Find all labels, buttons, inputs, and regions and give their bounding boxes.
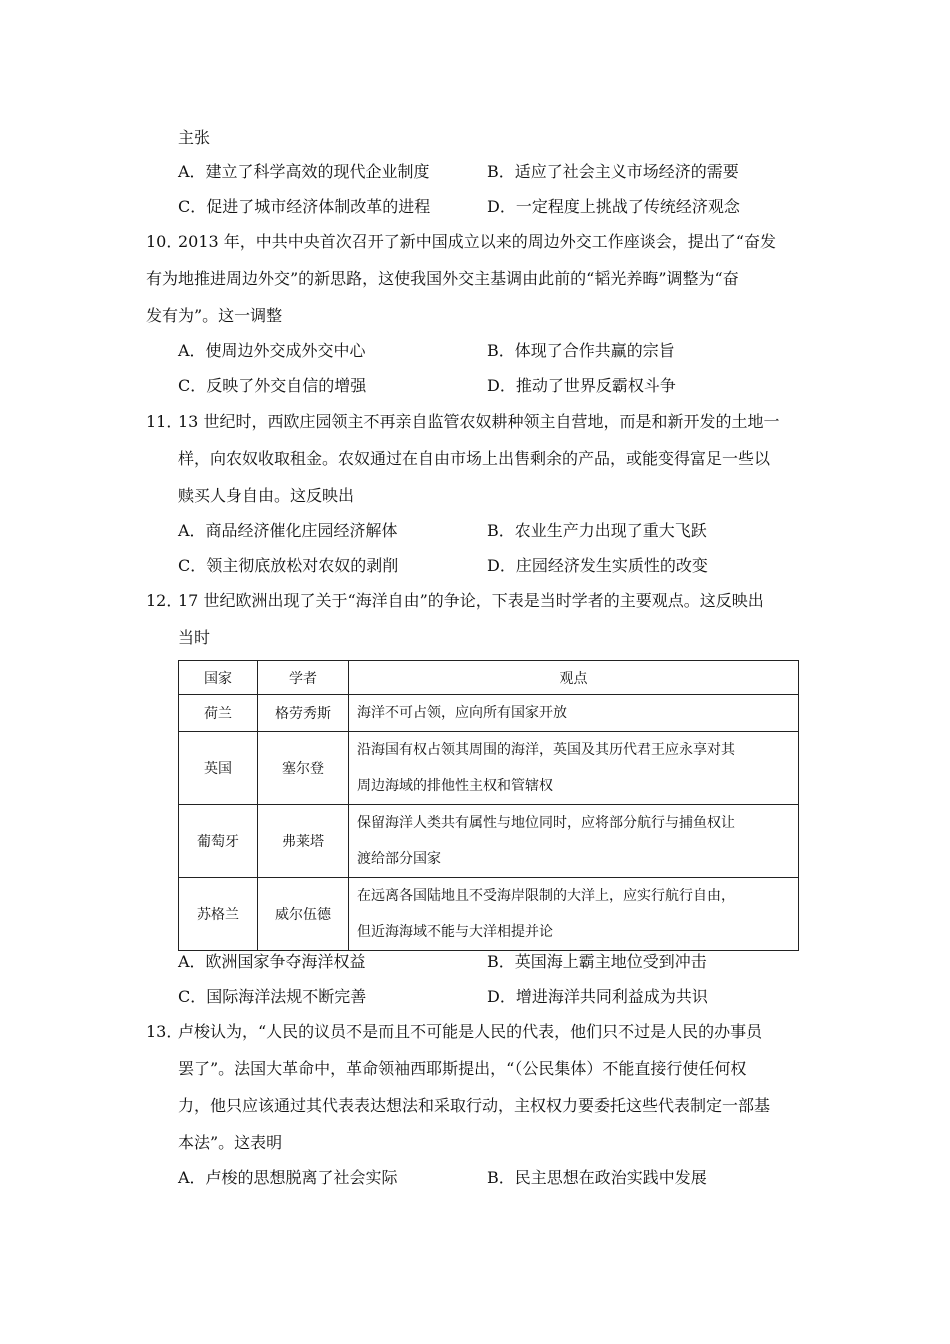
q10-option-c[interactable]: C．反映了外交自信的增强	[178, 376, 367, 395]
q12-option-d[interactable]: D．增进海洋共同利益成为共识	[487, 987, 708, 1006]
q12-option-c[interactable]: C．国际海洋法规不断完善	[178, 987, 367, 1006]
table-cell-view	[349, 695, 799, 732]
q10-option-a[interactable]: A．使周边外交成外交中心	[178, 341, 366, 360]
table-cell-scholar: 威尔伍德	[258, 878, 349, 951]
q13-option-a[interactable]: A．卢梭的思想脱离了社会实际	[178, 1168, 398, 1187]
q9-option-c[interactable]: C．促进了城市经济体制改革的进程	[178, 197, 431, 216]
q13-stem-line-4: 本法”。这表明	[178, 1133, 283, 1152]
q12-option-a[interactable]: A．欧洲国家争夺海洋权益	[178, 952, 366, 971]
q11-stem-line-2: 样，向农奴收取租金。农奴通过在自由市场上出售剩余的产品，或能变得富足一些以	[178, 449, 771, 468]
q13-stem-line-1: 卢梭认为，“人民的议员不是而且不可能是人民的代表，他们只不过是人民的办事员	[178, 1022, 763, 1041]
view-line: 渡给部分国家	[357, 851, 441, 867]
q13-number: 13．	[146, 1022, 183, 1041]
q9-stem-tail: 主张	[178, 128, 211, 147]
q10-option-d[interactable]: D．推动了世界反霸权斗争	[487, 376, 676, 395]
q10-stem-line-1: 2013 年，中共中央首次召开了新中国成立以来的周边外交工作座谈会，提出了“奋发	[178, 232, 776, 251]
table-header-row	[179, 661, 799, 695]
view-line: 保留海洋人类共有属性与地位同时，应将部分航行与捕鱼权让	[357, 815, 735, 831]
q11-stem-line-3: 赎买人身自由。这反映出	[178, 486, 355, 505]
table-header-view: 观点	[349, 661, 799, 695]
table-cell-scholar: 弗莱塔	[258, 805, 349, 878]
q11-option-d[interactable]: D．庄园经济发生实质性的改变	[487, 556, 708, 575]
table-cell-scholar: 塞尔登	[258, 732, 349, 805]
table-cell-view	[349, 805, 799, 878]
view-line: 周边海域的排他性主权和管辖权	[357, 778, 553, 794]
q11-number: 11．	[146, 412, 183, 431]
q10-number: 10．	[146, 232, 183, 251]
q9-option-b[interactable]: B．适应了社会主义市场经济的需要	[487, 162, 739, 181]
table-cell-country: 英国	[179, 732, 258, 805]
q12-option-b[interactable]: B．英国海上霸主地位受到冲击	[487, 952, 707, 971]
q9-option-d[interactable]: D．一定程度上挑战了传统经济观念	[487, 197, 740, 216]
table-header-country: 国家	[179, 661, 258, 695]
q12-stem-line-1: 17 世纪欧洲出现了关于“海洋自由”的争论，下表是当时学者的主要观点。这反映出	[178, 591, 764, 610]
q13-stem-line-3: 力，他只应该通过其代表表达想法和采取行动，主权权力要委托这些代表制定一部基	[178, 1096, 771, 1115]
table-row	[179, 878, 799, 951]
q11-option-a[interactable]: A．商品经济催化庄园经济解体	[178, 521, 398, 540]
view-line: 在远离各国陆地且不受海岸限制的大洋上，应实行航行自由，	[357, 888, 735, 904]
q11-option-b[interactable]: B．农业生产力出现了重大飞跃	[487, 521, 707, 540]
table-cell-view	[349, 878, 799, 951]
q12-number: 12．	[146, 591, 183, 610]
table-cell-country: 葡萄牙	[179, 805, 258, 878]
scholars-views-table	[178, 660, 799, 951]
table-cell-scholar: 格劳秀斯	[258, 695, 349, 732]
view-line: 沿海国有权占领其周围的海洋，英国及其历代君王应永享对其	[357, 742, 735, 758]
q10-stem-line-2: 有为地推进周边外交”的新思路，这使我国外交主基调由此前的“韬光养晦”调整为“奋	[146, 269, 739, 288]
q11-option-c[interactable]: C．领主彻底放松对农奴的剥削	[178, 556, 399, 575]
table-cell-country: 荷兰	[179, 695, 258, 732]
q13-option-b[interactable]: B．民主思想在政治实践中发展	[487, 1168, 707, 1187]
q9-option-a[interactable]: A．建立了科学高效的现代企业制度	[178, 162, 430, 181]
q10-stem-line-3: 发有为”。这一调整	[146, 306, 283, 325]
table-row	[179, 695, 799, 732]
q10-option-b[interactable]: B．体现了合作共赢的宗旨	[487, 341, 675, 360]
table-row	[179, 732, 799, 805]
view-line: 海洋不可占领，应向所有国家开放	[357, 705, 567, 721]
q13-stem-line-2: 罢了”。法国大革命中，革命领袖西耶斯提出，“（公民集体）不能直接行使任何权	[178, 1059, 747, 1078]
view-line: 但近海海域不能与大洋相提并论	[357, 924, 553, 940]
table-header-scholar: 学者	[258, 661, 349, 695]
table-cell-country: 苏格兰	[179, 878, 258, 951]
q11-stem-line-1: 13 世纪时，西欧庄园领主不再亲自监管农奴耕种领主自营地，而是和新开发的土地一	[178, 412, 780, 431]
q12-stem-line-2: 当时	[178, 628, 211, 647]
table-cell-view	[349, 732, 799, 805]
table-row	[179, 805, 799, 878]
